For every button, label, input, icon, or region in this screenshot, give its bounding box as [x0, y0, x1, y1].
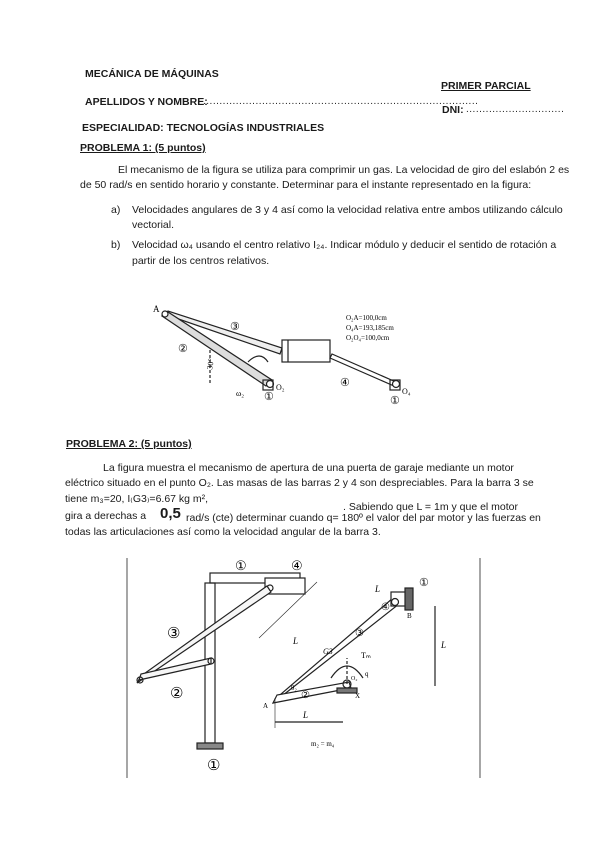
right-slider-wall [405, 588, 413, 610]
label-Tm: Tₘ [361, 651, 371, 660]
exam-title: PRIMER PARCIAL [441, 80, 531, 92]
problem1-mechanism-figure [150, 300, 430, 410]
right-dim-L-mid: L [293, 636, 299, 646]
label-link4: ④ [340, 377, 350, 389]
item-a-line1: Velocidades angulares de 3 y 4 así como la velocidad relativa entre ambos utilizando cálculo [132, 204, 563, 216]
omega-arc [248, 356, 268, 362]
dimension-O4A: O₄A=193,185cm [346, 324, 394, 332]
problem2-garage-figure [125, 548, 485, 786]
problem1-statement-1: El mecanismo de la figura se utiliza para comprimir un gas. La velocidad de giro del eslabón 2 es [118, 164, 570, 176]
right-label-3: ③ [355, 628, 364, 639]
dni-label: DNI: [442, 104, 464, 116]
left-label-1b: ① [207, 758, 221, 774]
problem2-line4: . Sabiendo que L = 1m y que el motor [343, 501, 519, 513]
label-G3: G3 [323, 647, 333, 656]
item-b-line2: partir de los centros relativos. [132, 255, 270, 267]
item-b-line1: Velocidad ω₄ usando el centro relativo I₂₄. Indicar módulo y deducir el sentido de rotación a [132, 239, 557, 251]
left-label-2: ② [170, 686, 184, 702]
label-O2: O₂ [276, 383, 285, 392]
label-angle: 30° [205, 357, 216, 371]
right-dim-L-top: L [375, 584, 381, 594]
problem2-line5b: rad/s (cte) determinar cuando q= 180º el valor del par motor y las fuerzas en [186, 512, 541, 524]
label-omega2: ω₂ [236, 389, 245, 398]
right-ground [337, 688, 357, 693]
label-point-A: A [263, 702, 269, 710]
label-point-B: B [407, 612, 412, 620]
omega-value: 0,5 [160, 505, 181, 522]
dimension-O2A: O₂A=100,0cm [346, 314, 387, 322]
right-dim-L-right: L [441, 640, 447, 650]
course-title: MECÁNICA DE MÁQUINAS [85, 68, 219, 80]
label-masses: m₂ = m₄ [311, 740, 335, 748]
ground-base [197, 743, 223, 749]
item-b-marker: b) [111, 239, 121, 251]
item-a-line2: vectorial. [132, 219, 175, 231]
label-ground-O2: ① [264, 391, 274, 403]
problem2-line6: todas las articulaciones así como la velocidad angular de la barra 3. [65, 526, 381, 538]
door-bar-3 [137, 586, 271, 683]
left-label-3: ③ [167, 626, 181, 642]
gas-cylinder [282, 340, 330, 362]
right-dim-L-bottom: L [303, 710, 309, 720]
label-theta2: θ₂ [291, 684, 297, 692]
label-link3: ③ [230, 321, 240, 333]
problem2-line1: La figura muestra el mecanismo de apertura de una puerta de garaje mediante un motor [103, 462, 514, 474]
problem1-statement-2: de 50 rad/s en sentido horario y constante. Determinar para el instante representado en la figura: [80, 179, 532, 191]
right-label-1: ① [419, 577, 429, 589]
specialty-line: ESPECIALIDAD: TECNOLOGÍAS INDUSTRIALES [82, 122, 325, 134]
left-label-1: ① [235, 558, 247, 573]
label-ground-O4: ① [390, 395, 400, 407]
label-A: A [153, 304, 160, 314]
left-label-4: ④ [291, 558, 303, 573]
label-O2-right: O₂ [351, 676, 358, 682]
problem2-line5a: gira a derechas a [65, 510, 147, 522]
name-field[interactable]: .................................................................................... [203, 96, 479, 107]
label-q: q [365, 670, 369, 678]
label-link2: ② [178, 343, 188, 355]
problem1-title: PROBLEMA 1: (5 puntos) [80, 142, 206, 154]
right-label-4: ④ [381, 602, 390, 613]
dimension-O2O4: O₂O₄=100,0cm [346, 334, 390, 342]
label-O4: O₄ [402, 387, 411, 396]
problem2-line2: eléctrico situado en el punto O₂. Las masas de las barras 2 y 4 son despreciables. Para la barra 3 se [65, 477, 534, 489]
name-label: APELLIDOS Y NOMBRE: [85, 96, 208, 108]
item-a-marker: a) [111, 204, 121, 216]
dni-field[interactable]: .............................. [466, 104, 565, 115]
problem2-title: PROBLEMA 2: (5 puntos) [66, 438, 192, 450]
right-label-2: ② [301, 690, 310, 701]
pivot-O4 [393, 381, 400, 388]
label-point-X: X [355, 692, 361, 700]
problem2-line3: tiene m₃=20, I₍G3₎=6.67 kg m², [65, 493, 209, 505]
pivot-A [162, 311, 168, 317]
